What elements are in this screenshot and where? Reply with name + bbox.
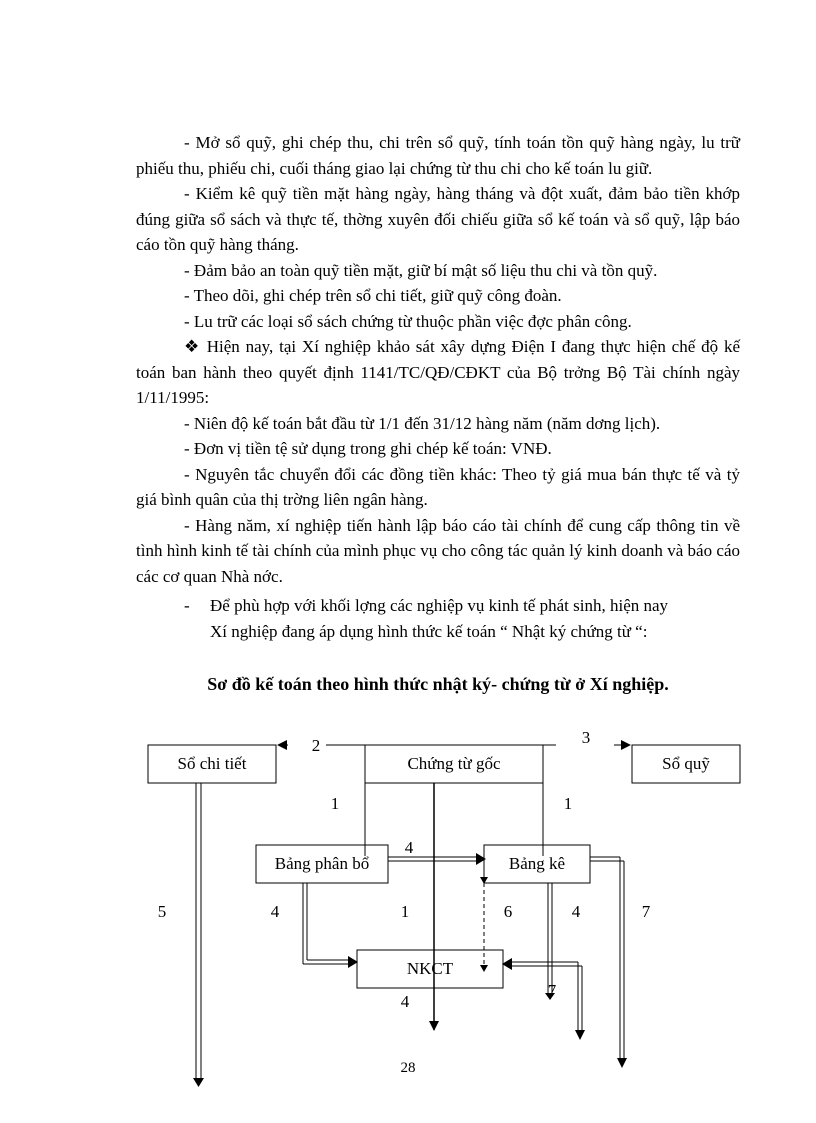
nkct-label: NKCT (406, 959, 454, 978)
paragraph-3: - Đảm bảo an toàn quỹ tiền mặt, giữ bí mật số liệu thu chi và tồn quỹ. (184, 260, 658, 280)
arrowhead-dashed-down (480, 965, 488, 972)
label-2: 2 (311, 736, 321, 755)
label-1-left: 1 (330, 794, 340, 813)
label-4-top: 4 (404, 838, 414, 857)
arrowhead-right-down (575, 1030, 585, 1040)
dash-bullet: - (184, 596, 190, 615)
label-6: 6 (503, 902, 513, 921)
label-4-bottom: 4 (400, 992, 410, 1011)
bang-phan-bo-label: Bảng phân bổ (274, 854, 370, 873)
star-bullet-text: Hiện nay, tại Xí nghiệp khảo sát xây dựng Điện I đang thực hiện chế độ kế toán ban hành theo quyết định 1141/TC/QĐ/CĐKT của Bộ trởng Bộ Tài chính ngày 1/11/1995: (136, 337, 740, 407)
paragraph-2: - Kiểm kê quỹ tiền mặt hàng ngày, hàng tháng và đột xuất, đảm bảo tiền khớp đúng giữa sổ sách và thực tế, thờng xuyên đối chiếu giữa sổ kế toán và sổ quỹ, lập báo cáo tồn quỹ hàng tháng. (136, 184, 740, 254)
label-1-mid: 1 (400, 902, 410, 921)
paragraph-9: - Hàng năm, xí nghiệp tiến hành lập báo cáo tài chính để cung cấp thông tin về tình hình kinh tế tài chính của mình phục vụ cho công tác quản lý kinh doanh và báo cáo các cơ quan Nhà nớc. (136, 515, 740, 586)
label-3: 3 (581, 728, 591, 747)
label-5: 5 (157, 902, 167, 921)
paragraph-1: - Mở sổ quỹ, ghi chép thu, chi trên sổ quỹ, tính toán tồn quỹ hàng ngày, lu trữ phiếu thu, phiếu chi, cuối tháng giao lại chứng từ thu chi cho kế toán lu giữ. (136, 133, 740, 178)
diagram-title: Sơ đồ kế toán theo hình thức nhật ký- chứng từ ở Xí nghiệp. (207, 674, 669, 694)
page-number: 28 (400, 1060, 416, 1076)
paragraph-6: - Niên độ kế toán bắt đầu từ 1/1 đến 31/12 hàng năm (năm dơng lịch). (184, 413, 661, 433)
dash-item-text-1: Để phù hợp với khối lợng các nghiệp vụ kinh tế phát sinh, hiện nay (210, 596, 669, 615)
paragraph-8: - Nguyên tắc chuyển đổi các đồng tiền khác: Theo tỷ giá mua bán thực tế và tỷ giá bình quân của thị trờng liên ngân hàng. (136, 464, 740, 509)
paragraph-4: - Theo dõi, ghi chép trên sổ chi tiết, giữ quỹ công đoàn. (184, 286, 562, 305)
label-7-mid: 7 (547, 981, 557, 1000)
bang-ke-label: Bảng kê (508, 854, 566, 873)
arrowhead-sct (193, 1078, 204, 1087)
chung-tu-goc-label: Chứng từ gốc (407, 754, 501, 773)
label-4-left: 4 (270, 902, 280, 921)
paragraph-5: - Lu trữ các loại sổ sách chứng từ thuộc phần việc đợc phân công. (184, 311, 632, 331)
so-quy-label: Sổ quỹ (662, 754, 710, 773)
label-1-right: 1 (563, 794, 573, 813)
star-bullet-icon: ❖ (184, 337, 201, 356)
paragraph-7: - Đơn vị tiền tệ sử dụng trong ghi chép kế toán: VNĐ. (184, 439, 552, 458)
label-4-right: 4 (571, 902, 581, 921)
so-chi-tiet-label: Sổ chi tiết (177, 754, 247, 773)
dash-item-text-2: Xí nghiệp đang áp dụng hình thức kế toán “ Nhật ký chứng từ “: (210, 621, 648, 641)
label-7-right: 7 (641, 902, 651, 921)
